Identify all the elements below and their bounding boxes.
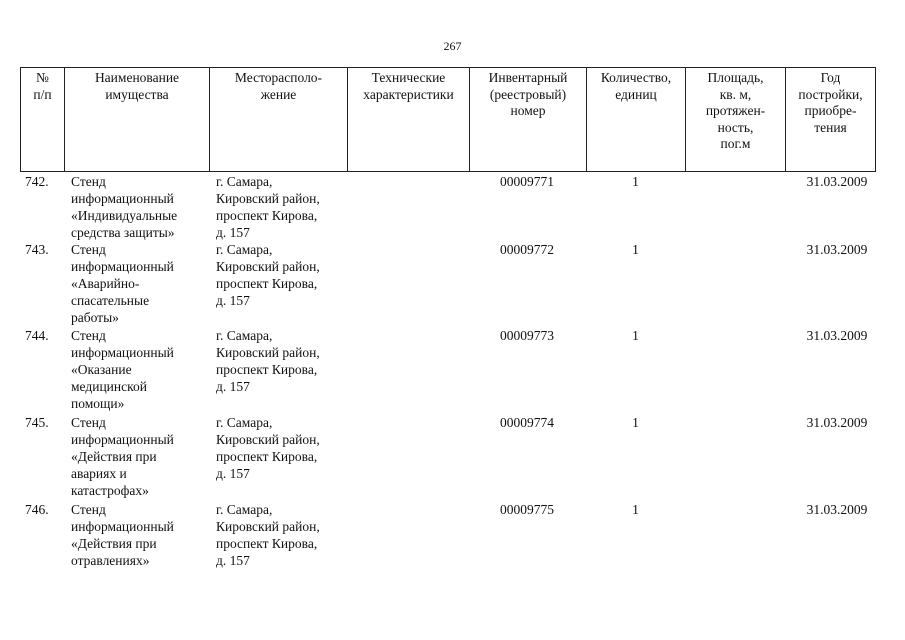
row-quantity: 1 <box>632 174 639 189</box>
table-row <box>20 173 875 241</box>
row-name: Стенд информационный «Индивидуальные средства защиты» <box>71 174 178 240</box>
row-inventory: 00009774 <box>500 415 554 430</box>
row-location: г. Самара, Кировский район, проспект Кирова, д. 157 <box>216 502 320 568</box>
row-name: Стенд информационный «Аварийно- спасательные работы» <box>71 242 174 325</box>
row-number: 745. <box>25 415 49 430</box>
header-col-area: Площадь, кв. м, протяжен- ность, пог.м <box>686 68 786 172</box>
table-row <box>20 501 875 571</box>
row-quantity: 1 <box>632 328 639 343</box>
row-inventory: 00009772 <box>500 242 554 257</box>
row-date: 31.03.2009 <box>806 174 868 189</box>
row-inventory: 00009771 <box>500 174 554 189</box>
page-number: 267 <box>443 39 462 53</box>
row-number: 743. <box>25 242 49 257</box>
row-name: Стенд информационный «Действия при авариях и катастрофах» <box>71 415 174 498</box>
row-date: 31.03.2009 <box>806 328 868 343</box>
row-quantity: 1 <box>632 242 639 257</box>
row-location: г. Самара, Кировский район, проспект Кирова, д. 157 <box>216 328 320 394</box>
header-col-quantity: Количество, единиц <box>587 68 686 172</box>
row-date: 31.03.2009 <box>806 502 868 517</box>
row-inventory: 00009775 <box>500 502 554 517</box>
header-col-tech: Технические характеристики <box>348 68 470 172</box>
table-row <box>20 327 875 414</box>
row-number: 746. <box>25 502 49 517</box>
row-location: г. Самара, Кировский район, проспект Кирова, д. 157 <box>216 415 320 481</box>
row-date: 31.03.2009 <box>806 242 868 257</box>
header-col-number: № п/п <box>21 68 65 172</box>
table-header <box>20 67 876 172</box>
table-row <box>20 241 875 327</box>
row-inventory: 00009773 <box>500 328 554 343</box>
row-number: 742. <box>25 174 49 189</box>
row-number: 744. <box>25 328 49 343</box>
row-location: г. Самара, Кировский район, проспект Кирова, д. 157 <box>216 242 320 308</box>
header-col-year: Год постройки, приобре- тения <box>786 68 876 172</box>
row-name: Стенд информационный «Оказание медицинской помощи» <box>71 328 174 411</box>
header-col-inventory: Инвентарный (реестровый) номер <box>470 68 587 172</box>
table-row <box>20 414 875 501</box>
header-col-location: Месторасполо- жение <box>210 68 348 172</box>
table-body <box>20 173 875 571</box>
row-date: 31.03.2009 <box>806 415 868 430</box>
row-location: г. Самара, Кировский район, проспект Кирова, д. 157 <box>216 174 320 240</box>
header-col-name: Наименование имущества <box>65 68 210 172</box>
row-quantity: 1 <box>632 415 639 430</box>
row-quantity: 1 <box>632 502 639 517</box>
row-name: Стенд информационный «Действия при отравлениях» <box>71 502 174 568</box>
